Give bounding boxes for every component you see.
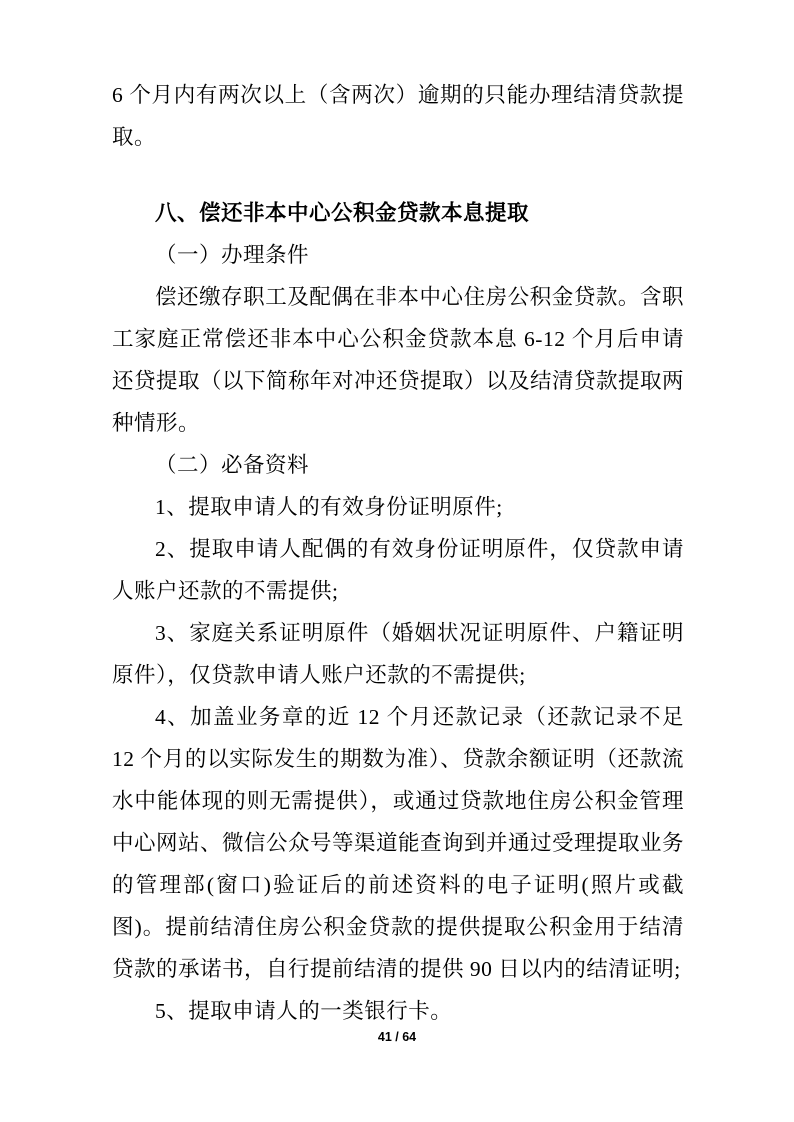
material-list-item-4: 4、加盖业务章的近 12 个月还款记录（还款记录不足 12 个月的以实际发生的期数为准）、贷款余额证明（还款流水中能体现的则无需提供），或通过贷款地住房公积金管理中心网站、微信公众号等渠道能查询到并通过受理提取业务的管理部(窗口)验证后的前述资料的电子证明(照片或截图)。提前结清住房公积金贷款的提供提取公积金用于结清贷款的承诺书，自行提前结清的提供 90 日以内的结清证明; xyxy=(112,705,685,981)
material-list-item-2: 2、提取申请人配偶的有效身份证明原件，仅贷款申请人账户还款的不需提供; xyxy=(112,537,684,603)
page-number: 41 / 64 xyxy=(377,1030,417,1044)
material-list-item-1: 1、提取申请人的有效身份证明原件; xyxy=(155,495,503,519)
section-heading: 八、偿还非本中心公积金贷款本息提取 xyxy=(155,201,530,225)
material-list-item-5: 5、提取申请人的一类银行卡。 xyxy=(155,999,453,1023)
subsection-heading-conditions: （一）办理条件 xyxy=(155,243,310,267)
continued-paragraph: 6 个月内有两次以上（含两次）逾期的只能办理结清贷款提取。 xyxy=(112,83,684,149)
subsection-heading-materials: （二）必备资料 xyxy=(155,453,310,477)
conditions-paragraph: 偿还缴存职工及配偶在非本中心住房公积金贷款。含职工家庭正常偿还非本中心公积金贷款本息 6-12 个月后申请还贷提取（以下简称年对冲还贷提取）以及结清贷款提取两种情形。 xyxy=(112,285,685,435)
material-list-item-3: 3、家庭关系证明原件（婚姻状况证明原件、户籍证明原件），仅贷款申请人账户还款的不需提供; xyxy=(112,621,684,687)
